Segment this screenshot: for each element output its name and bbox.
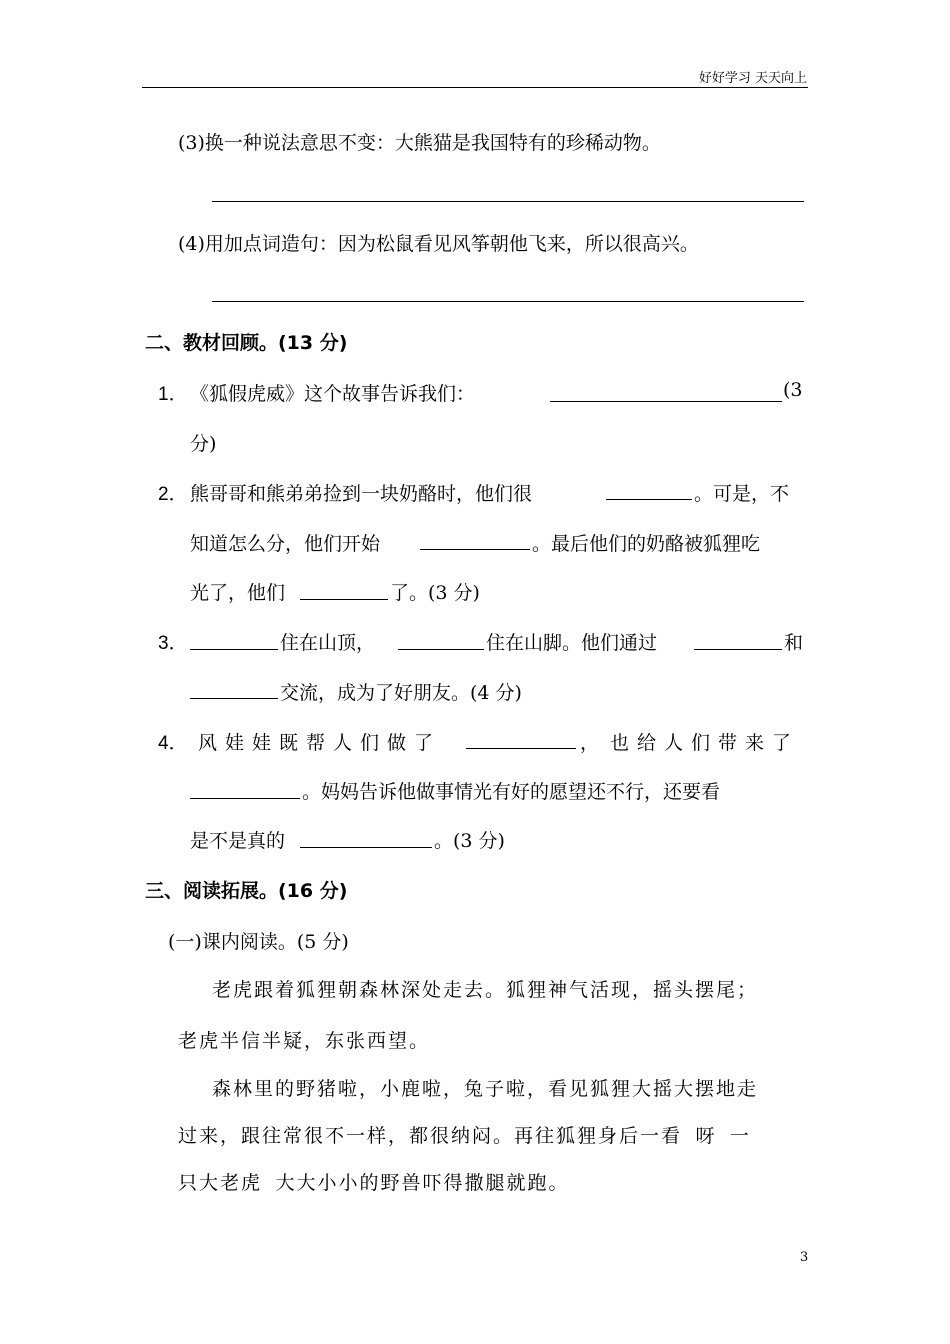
item-2-blank-1[interactable] [606, 499, 692, 500]
item-4-text-f: 。(3 分) [434, 830, 505, 852]
question-3: (3)换一种说法意思不变：大熊猫是我国特有的珍稀动物。 [178, 132, 661, 154]
section-3-subtitle: (一)课内阅读。(5 分) [168, 931, 349, 953]
item-2-text-a: 熊哥哥和熊弟弟捡到一块奶酪时，他们很 [190, 483, 533, 505]
reading-p1-line2: 老虎半信半疑，东张西望。 [178, 1030, 431, 1052]
item-2-text-d: 。最后他们的奶酪被狐狸吃 [532, 533, 761, 555]
answer-line-3[interactable] [212, 201, 804, 202]
section-2-title: 二、教材回顾。(13 分) [145, 332, 348, 354]
item-3-text-b: 住在山脚。他们通过 [486, 632, 658, 654]
question-4: (4)用加点词造句：因为松鼠看见风筝朝他飞来，所以很高兴。 [178, 233, 699, 255]
item-2-number: 2． [158, 484, 188, 505]
item-2-text-f: 了。(3 分) [390, 582, 480, 604]
item-4-text-b: ， [580, 732, 600, 754]
section-3-title: 三、阅读拓展。(16 分) [145, 880, 348, 902]
answer-line-4[interactable] [212, 301, 804, 302]
item-4-text-a: 风娃娃既帮人们做了 [198, 732, 442, 754]
item-4-number: 4． [158, 733, 188, 754]
item-4-blank-3[interactable] [300, 847, 432, 848]
item-2-blank-2[interactable] [420, 549, 530, 550]
header-motto: 好好学习 天天向上 [698, 71, 807, 86]
item-4-text-c: 也给人们带来了 [610, 732, 800, 754]
item-3-blank-3[interactable] [694, 649, 782, 650]
item-3-blank-1[interactable] [190, 649, 278, 650]
item-3-text-d: 交流，成为了好朋友。(4 分) [280, 682, 522, 704]
item-1-text: 《狐假虎威》这个故事告诉我们： [190, 383, 476, 405]
item-4-blank-1[interactable] [466, 748, 576, 749]
item-2-text-c: 知道怎么分，他们开始 [190, 533, 381, 555]
item-1-number: 1． [158, 384, 188, 405]
header-rule [142, 87, 808, 88]
item-3-text-c: 和 [784, 632, 804, 654]
item-3-number: 3． [158, 633, 188, 654]
item-1-score-a: (3 [783, 379, 803, 401]
item-1-blank[interactable] [550, 401, 782, 402]
item-2-blank-3[interactable] [300, 599, 388, 600]
item-3-blank-4[interactable] [190, 698, 278, 699]
item-2-text-e: 光了，他们 [190, 582, 286, 604]
item-2-text-b: 。可是，不 [694, 483, 790, 505]
item-1-score-b: 分) [190, 433, 217, 455]
page-number: 3 [800, 1250, 809, 1265]
item-4-text-d: 。妈妈告诉他做事情光有好的愿望还不行，还要看 [302, 781, 721, 803]
reading-p1-line1: 老虎跟着狐狸朝森林深处走去。狐狸神气活现，摇头摆尾； [212, 979, 759, 1001]
item-4-blank-2[interactable] [190, 798, 300, 799]
reading-p2-line1: 森林里的野猪啦，小鹿啦，兔子啦，看见狐狸大摇大摆地走 [212, 1078, 759, 1100]
item-4-text-e: 是不是真的 [190, 830, 286, 852]
item-3-blank-2[interactable] [398, 649, 484, 650]
item-3-text-a: 住在山顶， [280, 632, 376, 654]
reading-p2-line2: 过来，跟往常很不一样，都很纳闷。再往狐狸身后一看 呀 一 [178, 1125, 751, 1147]
reading-p2-line3: 只大老虎 大大小小的野兽吓得撒腿就跑。 [178, 1172, 570, 1194]
